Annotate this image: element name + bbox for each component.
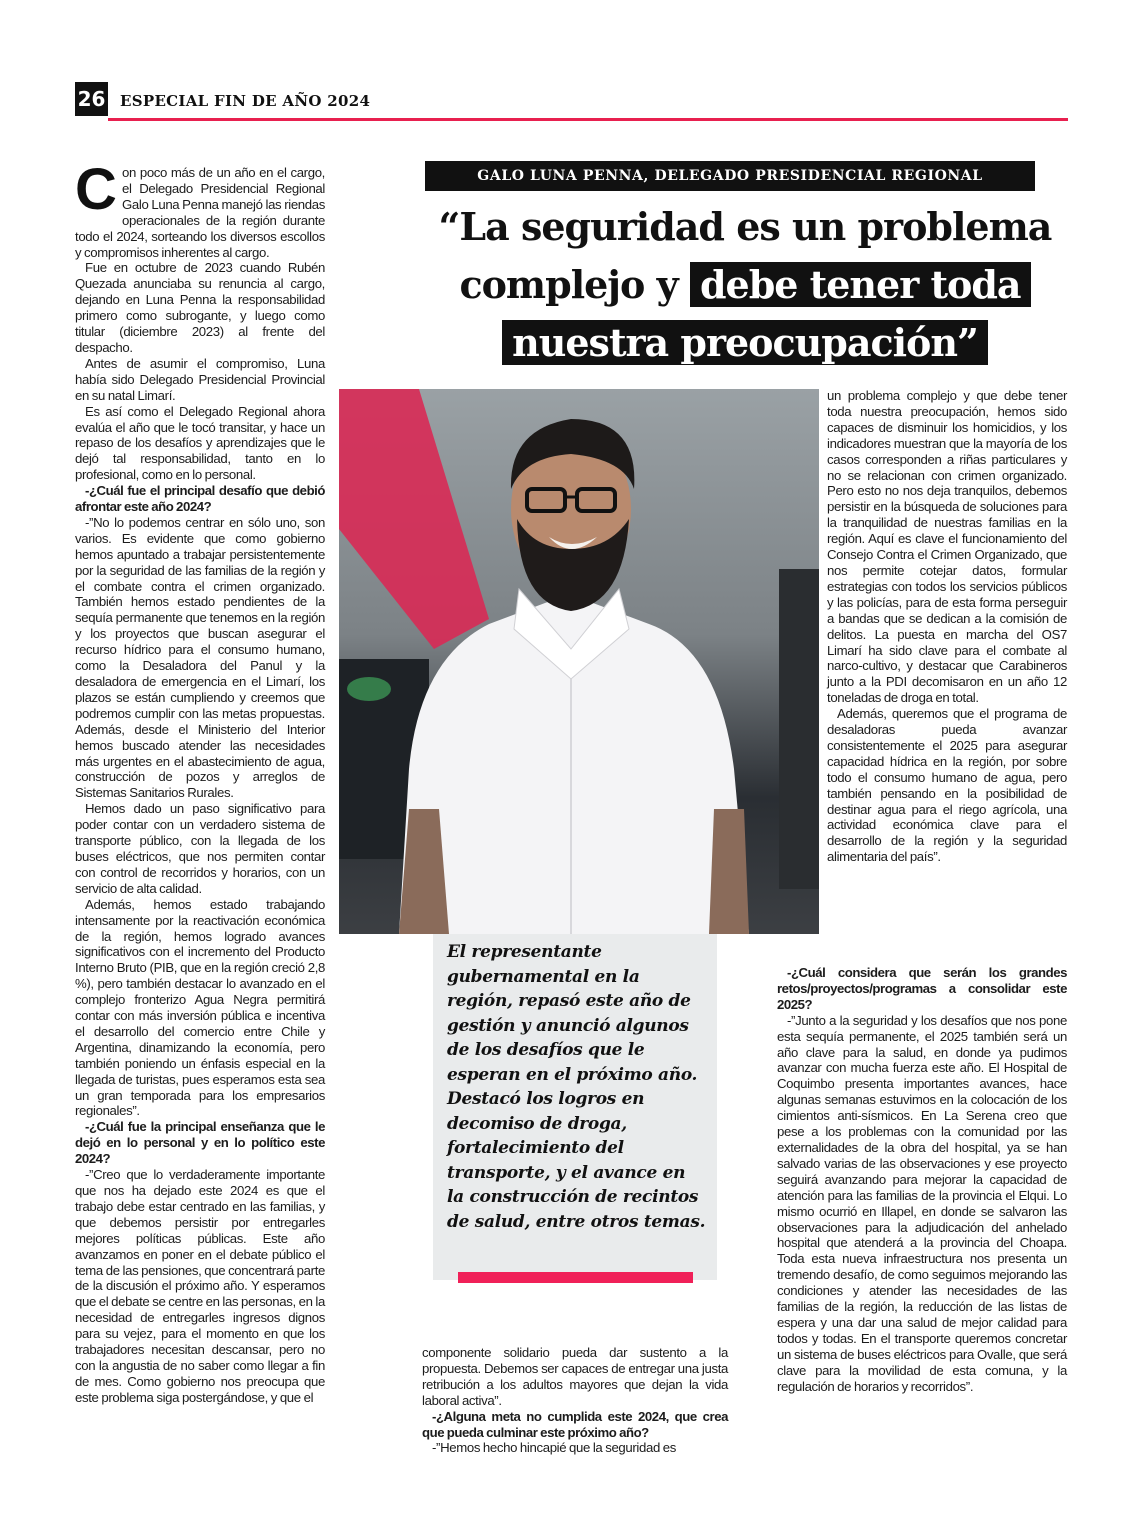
portrait-illustration xyxy=(339,389,819,934)
answer: -”Creo que lo verdaderamente importante que nos ha dejado este 2024 es que el trabajo debe estar centrado en las familias, y que debemos persistir por entregarles mejores políticas públicas. Este año avanzamos en poner en el debate público el tema de las pensiones, que concentrará parte de la discusión el próximo año. Y esperamos que el debate se centre en las personas, en la necesidad de entregarles ingresos dignos para su vejez, para el momento en que los trabajadores necesitan descansar, pero no con la angustia de no saber como llegar a fin de mes. Como gobierno nos preocupa que este problema siga postergándose, y que el xyxy=(75,1167,325,1405)
article-column-3-lower xyxy=(777,965,1067,1394)
drop-cap: C xyxy=(75,157,117,222)
lead-text: on poco más de un año en el cargo, el Delegado Presidencial Regional Galo Luna Penna manejó las riendas operacionales de la región durante todo el 2024, sorteando los diversos escollos y compromisos inherentes al cargo. xyxy=(75,165,325,260)
answer: -”Hemos hecho hincapié que la seguridad es xyxy=(432,1440,677,1456)
article-lead xyxy=(75,157,325,260)
question: -¿Cuál fue el principal desafío que debió afrontar este año 2024? xyxy=(75,483,325,515)
paragraph: Hemos dado un paso significativo para poder contar con un verdadero sistema de transporte público, con la llegada de los buses eléctricos, que nos permiten contar con control de recorridos y horarios, con un servicio de alta calidad. xyxy=(75,801,325,896)
headline-highlight-2: nuestra preocupación” xyxy=(502,320,988,365)
kicker-banner: GALO LUNA PENNA, DELEGADO PRESIDENCIAL REGIONAL xyxy=(425,161,1035,191)
caption-text: El representante gubernamental en la región, repasó este año de gestión y anunció algunos de los desafíos que le esperan en el próximo año. Destacó los logros en decomiso de droga, fortalecimiento del transporte, y el avance en la construcción de recintos de salud, entre otros temas. xyxy=(447,942,706,1232)
portrait-photo xyxy=(339,389,819,934)
answer-continued: un problema complejo y que debe tener toda nuestra preocupación, hemos sido capaces de disminuir los homicidios, y los indicadores muestran que la mayoría de los casos corresponden a riñas particulares y no se relacionan con crimen organizado. Pero esto no nos deja tranquilos, debemos persistir en la búsqueda de soluciones para la tranquilidad de nuestras familias en la región. Aquí es clave el funcionamiento del Consejo Contra el Crimen Organizado, que nos permite cotejar datos, formular estrategias con todos los servicios públicos y las policías, para de esta forma perseguir a bandas que se dedican a la comisión de delitos. La puesta en marcha del OS7 Limarí ha sido clave para el combate al narco-cultivo, y destacar que Carabineros junto a la PDI decomisaron en un año 12 toneladas de droga en total. xyxy=(827,388,1067,706)
headline xyxy=(400,198,1090,372)
caption-box xyxy=(433,934,717,1280)
page-number: 26 xyxy=(75,82,108,116)
article-column-1 xyxy=(75,157,325,1406)
answer-continued: componente solidario pueda dar sustento a la propuesta. Debemos ser capaces de entregar una justa retribución a los adultos mayores que dejan la vida laboral activa”. xyxy=(422,1345,728,1408)
question: -¿Alguna meta no cumplida este 2024, que crea que pueda culminar este próximo año? xyxy=(422,1408,728,1440)
headline-part-1: “La seguridad es un problema complejo y xyxy=(438,204,1052,307)
paragraph: Fue en octubre de 2023 cuando Rubén Quezada anunciaba su renuncia al cargo, dejando en Luna Penna la responsabilidad primero como subrogante, y luego como titular (diciembre 2023) al frente del despacho. xyxy=(75,260,325,355)
question: -¿Cuál considera que serán los grandes retos/proyectos/programas a consolidar este 2025? xyxy=(777,965,1067,1012)
article-column-3 xyxy=(827,388,1067,865)
paragraph: Además, hemos estado trabajando intensamente por la reactivación económica de la región, hemos logrado avances significativos con el incremento del Producto Interno Bruto (PIB, que en la región creció 2,8 %), pero también destacar lo avanzado en el complejo fronterizo Agua Negra permitirá contar con más inversión pública e incentiva el desarrollo del comercio entre Chile y Argentina, dinamizando la economía, pero también poniendo un énfasis especial en la llegada de turistas, pues esperamos esta sea un gran temporada para los empresarios regionales”. xyxy=(75,896,325,1119)
answer: -”Junto a la seguridad y los desafíos que nos pone esta sequía permanente, el 2025 también será un año clave para la salud, en donde ya pudimos avanzar con mucha fuerza este año. El Hospital de Coquimbo presenta importantes avances, hace algunas semanas estuvimos en la colocación de los cimientos anti-sísmicos. En La Serena creo que pese a los problemas con la comunidad por las externalidades de la obra del hospital, ya se han salvado varias de las observaciones y ese proyecto seguirá avanzando para mejorar la capacidad de atención para las familias de la provincia el Elqui. Lo mismo ocurrió en Illapel, en donde se salvaron las observaciones para la adjudicación del anhelado hospital que atenderá a la provincia del Choapa. Toda esta nueva infraestructura nos presenta un tremendo desafío, de como seguimos mejorando las condiciones y atender las necesidades de las familias de la región, la reducción de las listas de espera y una dar una salud de mejor calidad para todos y todas. En el transporte queremos concretar un sistema de buses eléctricos para Ovalle, que será clave para la movilidad de esta comuna, y la regulación de horarios y recorridos”. xyxy=(777,1012,1067,1394)
caption-accent-bar xyxy=(458,1272,693,1283)
paragraph: Antes de asumir el compromiso, Luna había sido Delegado Presidencial Provincial en su natal Limarí. xyxy=(75,355,325,403)
section-title: ESPECIAL FIN DE AÑO 2024 xyxy=(120,92,371,110)
answer: -”No lo podemos centrar en sólo uno, son varios. Es evidente que como gobierno hemos apuntado a trabajar persistentemente por la seguridad de las familias de la región y el combate contra el crimen organizado. También hemos estado pendientes de la sequía permanente que tenemos en la región y los proyectos que buscan asegurar el recurso hídrico para el consumo humano, como la Desaladora del Panul y la desaladora de emergencia en el Limarí, los plazos se están cumpliendo y creemos que podremos cumplir con las metas propuestas. Además, desde el Ministerio del Interior hemos buscado atender las necesidades más urgentes en el abastecimiento de agua, construcción de pozos y arreglos de Sistemas Sanitarios Rurales. xyxy=(75,514,325,801)
paragraph: Es así como el Delegado Regional ahora evalúa el año que le tocó transitar, y hace un repaso de los desafíos y aprendizajes que le dejó tal responsabilidad, tanto en lo profesional, como en lo personal. xyxy=(75,403,325,483)
header-rule xyxy=(108,118,1068,121)
article-column-2 xyxy=(422,1345,728,1456)
paragraph: Además, queremos que el programa de desaladoras pueda avanzar consistentemente el 2025 para asegurar capacidad hídrica en la región, por sobre todo el consumo humano de agua, pero también pensando en la posibilidad de destinar agua para el riego agrícola, una actividad económica clave para el desarrollo de la región y la seguridad alimentaria del país”. xyxy=(827,706,1067,865)
headline-highlight-1: debe tener toda xyxy=(690,262,1031,307)
question: -¿Cuál fue la principal enseñanza que le dejó en lo personal y en lo político este 2024? xyxy=(75,1119,325,1167)
